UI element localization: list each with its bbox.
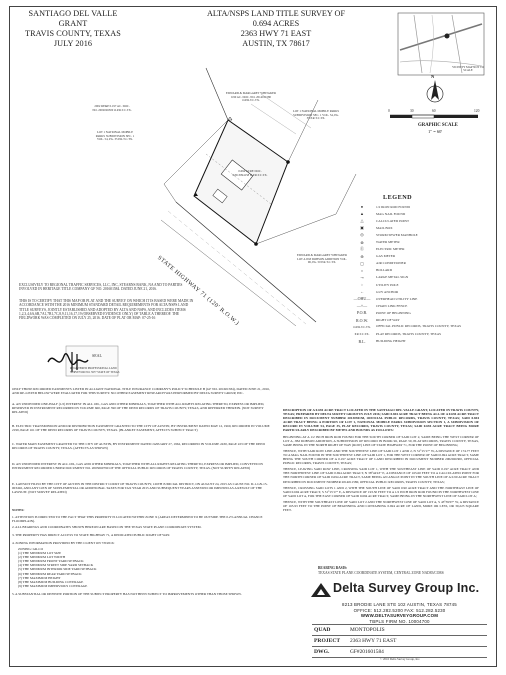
legend-title: LEGEND xyxy=(383,194,413,201)
copyright: © 2016 Delta Survey Group, Inc. xyxy=(380,657,421,661)
legend-symbol: Ⓔ xyxy=(360,246,364,252)
scale-tick: 30 xyxy=(410,109,414,113)
legend-label: OFFICIAL PUBLIC RECORDS, TRAVIS COUNTY, TEXAS xyxy=(376,324,462,329)
company-phone: OFFICE: 512.282.5200 FAX: 512.282.5230 xyxy=(353,607,446,613)
bearing-basis-text: TEXAS STATE PLANE COORDINATE SYSTEM, CENTRAL ZONE NAD83/CORS xyxy=(318,571,444,575)
legend-item xyxy=(348,309,488,316)
legend-symbol: —OHU— xyxy=(353,296,371,302)
header-left-line: JULY 2016 xyxy=(53,39,93,48)
svg-text:SEAL: SEAL xyxy=(92,353,102,358)
title-block-key: DWG. xyxy=(314,649,330,655)
description-p2: THENCE, WITH SAID ROW LINE AND THE SOUTHWEST LINE OF SAID LOT 1 AND 2, N 51°15'17" W, A DISTANCE OF 174.77 FEET TO A MAG NAIL FOUND IN THE SOUTHWEST LINE OF SAID LOT 1, FOR THE WEST CORNER OF SAID 0.694 ACRE TRACT, SAME BEING THE SOUTH CORNER OF A 0.197 ACRE TRACT OF LAND DESCRIBED IN DOCUMENT NUMBER 2002026300, OFFICIAL PUBLIC RECORDS, TRAVIS COUNTY, TEXAS; xyxy=(283,448,479,466)
legend-item xyxy=(348,231,488,238)
metes-description xyxy=(283,408,479,512)
delta-logo-icon xyxy=(309,581,333,599)
iron-rod-icon xyxy=(254,242,258,246)
survey-address: 2363 HWY 71 EAST xyxy=(240,29,312,38)
company-name: Delta Survey Group Inc. xyxy=(333,581,480,595)
easement-d: D. AN UNDIVIDED INTEREST IN ALL OIL, GAS AND OTHER MINERALS, TOGETHER WITH ALL RIGHTS RELATING THERETO, EXPRESS OR IMPLIED, CONVEYED IN INSTRUMENT RECORDED UNDER DOCUMENT NO. 2003060790 OF THE OFFICIAL PUBLIC RECORDS OF TRAVIS COUNTY, TEXAS. (NOT SURVEY RELATED) xyxy=(12,462,263,471)
easement-c: C. WATER MAIN EASEMENT GRANTED TO THE CITY OF AUSTIN, BY INSTRUMENT DATED JANUARY 27, 1962, RECORDED IN VOLUME 2430, PAGE 223 OF THE DEED RECORDS OF TRAVIS COUNTY, TEXAS. (AFFECTS AS SHOWN) xyxy=(12,442,265,451)
legend-item xyxy=(348,267,488,274)
north-arrow-icon xyxy=(424,76,446,110)
survey-city: AUSTIN, TX 78617 xyxy=(242,39,310,48)
notes-title: NOTES: xyxy=(12,508,25,512)
legend-symbol: ◌ xyxy=(360,282,364,288)
legend-symbol: O.P.R.T.C.TX. xyxy=(353,325,371,330)
description-p3: THENCE, LEAVING SAID ROW LINE, CROSSING SAID LOT 1, WITH THE SOUTHEAST LINE OF SAID 0.197 ACRE TRACT AND THE NORTHWEST LINE OF SAID 0.694 ACRE TRACT, N 38°44'43" E, A DISTANCE OF 165.60 FEET TO A CALCULATED POINT FOR THE NORTH CORNER OF SAID 0.694 ACRE TRACT, SAME BEING AN ANGLE POINT IN THE SOUTH LINE OF A 0.90 ACRE TRACT DESCRIBED IN DOCUMENT NUMBER 2014011580, OFFICIAL PUBLIC RECORDS, TRAVIS COUNTY, TEXAS; xyxy=(283,467,479,484)
legend-item xyxy=(348,338,488,345)
title-block-value: MONTOPOLIS xyxy=(350,627,385,633)
note-3: 3. THE PROPERTY HAS DIRECT ACCESS TO STATE HIGHWAY 71, A DEDICATED PUBLIC RIGHT OF WAY. xyxy=(12,533,171,537)
legend-label: POINT OF BEGINNING xyxy=(376,310,411,315)
company-firm-no: TBPLS FIRM NO. 10004700 xyxy=(369,618,430,624)
header-left-line: TRAVIS COUNTY, TEXAS xyxy=(25,29,121,38)
legend-symbol: ▢ xyxy=(360,260,364,266)
title-block-value: GF#201601584 xyxy=(350,649,384,655)
stamp-text: REGISTERED PROFESSIONAL LAND SURVEYOR NO. 5977 STATE OF TEXAS xyxy=(70,367,120,374)
legend-item xyxy=(348,260,488,267)
site-marker-icon xyxy=(445,34,450,39)
header-left-line: SANTIAGO DEL VALLE GRANT xyxy=(28,9,118,28)
north-label: N xyxy=(431,74,435,79)
note-5: 5. A SUBSTANTIAL OR DEFINITE PORTION OF THE SUBJECT PROPERTY HAS NOT BEEN SUBJECT TO IMPROVEMENTS OTHER THAN THOSE SHOWN. xyxy=(12,592,242,596)
legend-label: MAG NAIL FOUND xyxy=(376,211,406,216)
description-p4: THENCE, CROSSING SAID LOTS 1 AND 2, WITH THE SOUTH LINE OF SAID 0.90 ACRE TRACT AND THE NORTHEAST LINE OF SAID 0.694 ACRE TRACT, S 51°15'17" E, A DISTANCE OF 193.50 FEET TO A 1/2 INCH IRON ROD FOUND IN THE NORTHWEST LINE OF SAID LOT A, FOR THE EAST CORNER OF SAID 0.694 ACRE TRACT, SAME BEING IN THE NORTHWEST LINE OF SAID LOT A; xyxy=(283,485,479,498)
title-block-key: PROJECT xyxy=(314,638,341,644)
zoning-line: (4) THE MINIMUM STREET SIDE YARD SETBACK xyxy=(18,563,94,568)
legend-label: WATER METER xyxy=(376,240,400,245)
map-label-lot2-left: 2002 RE&P 0.197 AC. DOC. NO. 2002026300 O.P.R.T.C.TX. xyxy=(92,104,132,112)
scale-tick: 120 xyxy=(474,109,480,113)
legend-item xyxy=(348,317,488,324)
legend-symbol: ▲ xyxy=(360,211,364,217)
zoning-list xyxy=(18,547,168,588)
company-info xyxy=(312,602,487,624)
legend-symbol: ● xyxy=(360,204,364,210)
legend-symbol: P.R.T.C.TX. xyxy=(354,332,370,337)
legend-symbol: —×— xyxy=(356,303,368,309)
survey-acreage: 0.694 ACRES xyxy=(252,19,300,28)
legend-label: LARGE METAL SIGN xyxy=(376,275,409,280)
legend-symbol: B.L. xyxy=(358,338,366,344)
certification-exclusive: EXCLUSIVELY TO REGIONAL TRAFFIC SERVICES, LLC, INC, STEARNS BANK, NA AND TO PARTIES INVOLVED IN HERITAGE TITLE COMPANY GF NO. 201601584. DATED JUNE 21, 2016. xyxy=(19,283,183,292)
description-heading: DESCRIPTION OF A 0.694 ACRE TRACT LOCATED IN THE SANTIAGO DEL VALLE GRANT, LOCATED IN TRAVIS COUNTY, TEXAS; PREPARED BY DELTA SURVEY GROUP IN JULY 2016; SAID 0.694 ACRE TRACT BEING ALL OF A 0.694 ACRE TRACT DESCRIBED IN DOCUMENT NUMBER 2013094158, OFFICIAL PUBLIC RECORDS, TRAVIS COUNTY, TEXAS; SAID 0.694 ACRE TRACT BEING A PORTION OF LOT 1, NATIONAL MOBILE PARKS SUBDIVISION SECTION 1, A SUBDIVISION OF RECORD IN VOLUME 54, PAGE 35, PLAT RECORDS, TRAVIS COUNTY, TEXAS; SAID 0.694 ACRE TRACT BEING MORE PARTICULARLY DESCRIBED BY METES AND BOUNDS AS FOLLOWS: xyxy=(283,408,479,433)
title-block-row xyxy=(312,646,487,657)
legend-label: CHAIN LINK FENCE xyxy=(376,303,408,308)
scale-tick: 0 xyxy=(388,109,390,113)
scale-ratio: 1" = 60' xyxy=(428,129,443,134)
company-web: WWW.DELTASURVEYGROUP.COM xyxy=(360,613,439,619)
zoning-line: (1) THE MINIMUM LOT SIZE xyxy=(18,551,62,556)
header-right xyxy=(176,9,376,49)
certification-text: THIS IS TO CERTIFY THAT THIS MAP OR PLAT AND THE SURVEY ON WHICH IT IS BASED WERE MADE IN ACCORDANCE WITH THE 2016 MINIMUM STANDARD DETAIL REQUIREMENTS FOR ALTA/NSPS LAND TITLE SURVEYS, JOINTLY ESTABLISHED AND ADOPTED BY ALTA AND NSPS, AND INCLUDES ITEMS 1,2,3,4,6A,6B,7A1,7B1,7C,8,9,11,16,17,19 (OBSERVED EVIDENCE ONLY) OF TABLE A THEREOF. THE FIELDWORK WAS COMPLETED ON JULY 25, 2016. DATE OF PLAT OR MAP: 07-25-16 xyxy=(19,299,194,321)
zoning-line: (7) THE MAXIMUM HEIGHT xyxy=(18,575,61,580)
legend-label: RIGHT OF WAY xyxy=(376,318,400,323)
legend-label: OVERHEAD UTILITY LINE xyxy=(376,296,418,301)
scale-tick: 60 xyxy=(432,109,436,113)
legend-item xyxy=(348,324,488,331)
legend-label: AIR CONDITIONER xyxy=(376,261,406,266)
easement-a: A. AN UNDIVIDED ONE-HALF (1/2) INTEREST IN ALL OIL, GAS AND OTHER MINERALS, TOGETHER WITH ALL RIGHTS RELATING THERETO, EXPRESS OR IMPLIED, RESERVED IN INSTRUMENT RECORDED IN VOLUME 660, PAGE 390 OF THE DEED RECORDS OF TRAVIS COUNTY, TEXAS, AND REFERRED THEREIN. (NOT SURVEY RELATED) xyxy=(12,402,265,415)
legend-symbol: ⊗ xyxy=(360,239,364,245)
legend-symbol: ▣ xyxy=(360,225,364,231)
title-block-table xyxy=(312,624,487,658)
legend-label: MAIL BOX xyxy=(376,225,393,230)
legend-label: 1/2 IRON ROD FOUND xyxy=(376,204,411,209)
map-label-lot-a: EDWARD & MARGARET WHITAKER LOT A JIM DOBSON ADDITION VOL. 96, PG. 50 P.R.T.C.TX. xyxy=(297,253,347,265)
legend-item xyxy=(348,288,488,295)
legend-symbol: R.O.W. xyxy=(356,317,368,323)
iron-rod-icon xyxy=(286,160,290,164)
vicinity-label: VICINITY MAP NOT TO SCALE xyxy=(452,65,484,73)
zoning-line: (9) THE MAXIMUM IMPERVIOUS COVERAGE xyxy=(18,583,88,588)
zoning-line: (5) THE MINIMUM INTERIOR SIDE YARD SETBACK xyxy=(18,567,97,572)
zoning-line: (8) THE MAXIMUM BUILDING COVERAGE xyxy=(18,579,84,584)
description-p1: BEGINNING AT A 1/2 INCH IRON ROD FOUND FOR THE SOUTH CORNER OF SAID LOT 2, SAME BEING THE WEST CORNER OF LOT A, JIM DOBSON ADDITION, A SUBDIVISION OF RECORD IN BOOK 96, PAGE 50, PLAT RECORDS, TRAVIS COUNTY, TEXAS, SAME BEING IN THE NORTH RIGHT OF WAY (ROW) LINE OF STATE HIGHWAY 71, FOR THE POINT OF BEGINNING; xyxy=(283,434,479,447)
legend-label: GUY ANCHOR xyxy=(376,289,399,294)
map-label-lot1-left: LOT 1 NATIONAL MOBILE PARKS SUBDIVISION SEC. 1 VOL. 54, PG. 35 P.R.T.C.TX. xyxy=(95,130,135,142)
note-2: 2. ALL BEARINGS AND COORDINATES SHOWN HEREON ARE BASED ON THE TEXAS STATE PLANE COORDINATE SYSTEM. xyxy=(12,525,202,529)
legend-item xyxy=(348,246,488,253)
legend-symbol: P.O.B. xyxy=(356,310,368,316)
legend-item xyxy=(348,331,488,338)
note-1: 1. ATTENTION IS DIRECTED TO THE FACT THAT THIS PROPERTY IS LOCATED WITHIN ZONE X (AREAS DETERMINED TO BE OUTSIDE THE 0.2% ANNUAL CHANCE FLOODPLAIN). xyxy=(12,515,263,524)
legend-label: STORM SEWER MANHOLE xyxy=(376,232,418,237)
map-label-highway: STATE HIGHWAY 71 (120' R.O.W.) xyxy=(156,255,241,327)
legend-item xyxy=(348,302,488,309)
zoning-line: (6) THE MINIMUM REAR YARD SETBACK xyxy=(18,571,82,576)
legend-symbol: ○ xyxy=(360,267,364,273)
header-left xyxy=(14,9,132,49)
legend-item xyxy=(348,253,488,260)
title-block-key: QUAD xyxy=(314,627,331,633)
legend-symbol: ⊸ xyxy=(360,274,364,280)
title-block-value: 2363 HWY 71 EAST xyxy=(350,638,397,644)
legend-symbol: ◎ xyxy=(360,232,364,238)
legend-item xyxy=(348,274,488,281)
description-p5: THENCE, WITH THE SOUTHEAST LINE OF SAID LOT 2 AND THE NORTHWEST LINE OF SAID LOT A, S 43°39'07" W, A DISTANCE OF 165.93 FEET TO THE POINT OF BEGINNING AND CONTAINING 0.694 ACRE OF LAND, MORE OR LESS, OR 30,223 SQUARE FEET. xyxy=(283,499,479,513)
legend-list xyxy=(348,203,488,345)
calculated-point-icon xyxy=(228,117,232,120)
surveyor-seal-and-signature xyxy=(44,342,144,380)
legend-item xyxy=(348,281,488,288)
title-block-row xyxy=(312,635,487,646)
legend-label: ELECTRIC METER xyxy=(376,247,405,252)
legend-item xyxy=(348,224,488,231)
legend-label: BUILDING HEIGHT xyxy=(376,339,406,344)
zoning-line: ZONING: GR-CO xyxy=(18,547,43,551)
legend-item xyxy=(348,217,488,224)
easement-b: B. ELECTRIC TRANSMISSION AND/OR DISTRIBUTION EASEMENT GRANTED TO THE CITY OF AUSTIN, BY INSTRUMENT DATED MAY 12, 1960, RECORDED IN VOLUME 2199, PAGE 161 OF THE DEED RECORDS OF TRAVIS COUNTY, TEXAS. (BLANKET EASEMENT, AFFECTS SUBJECT TRACT) xyxy=(12,424,270,433)
legend-item xyxy=(348,238,488,245)
survey-title: ALTA/NSPS LAND TITLE SURVEY OF xyxy=(206,9,346,18)
legend-item xyxy=(348,210,488,217)
legend-item xyxy=(348,295,488,302)
lot-line-north xyxy=(206,68,228,120)
legend-label: BOLLARD xyxy=(376,268,393,273)
legend-item xyxy=(348,203,488,210)
zoning-line: (3) THE MINIMUM FRONT YARD SETBACK xyxy=(18,559,84,564)
map-label-top-owner: EDWARD & MARGARET WHITAKER 0.90 AC. DOC. NO. 2014011580 O.P.R.T.C.TX. xyxy=(226,91,276,103)
legend-label: GAS METER xyxy=(376,254,396,259)
zoning-line: (2) THE MINIMUM LOT WIDTH xyxy=(18,555,66,560)
legend-label: CALCULATED POINT xyxy=(376,218,410,223)
legend-symbol: ← xyxy=(360,289,364,295)
easement-intro: ONLY THOSE RECORDED EASEMENTS LISTED IN ALLIANT NATIONAL TITLE INSURANCE COMPANY'S POLICY SCHEDULE B (GF NO. 201601584), DATED JUNE 21, 2016, AND RE-LISTED BELOW WERE EVALUATED FOR THIS SURVEY. NO OTHER EASEMENT RESEARCH WAS PERFORMED BY DELTA SURVEY GROUP, INC. xyxy=(12,387,270,396)
company-address: 8213 BRODIE LANE STE 102 AUSTIN, TEXAS 78745 xyxy=(342,602,457,607)
note-4: 4. ZONING INFORMATION PROVIDED BY THE CLIENT ON 7/8/2016: xyxy=(12,541,115,545)
legend-label: PLAT RECORDS, TRAVIS COUNTY, TEXAS xyxy=(376,332,442,337)
title-block-row xyxy=(312,624,487,635)
map-label-subject: 0.694 ACRE DOC. #2013094158 O.P.R.T.C.TX. xyxy=(232,169,268,177)
legend-label: UTILITY POLE xyxy=(376,282,399,287)
legend-symbol: ⊕ xyxy=(360,253,364,259)
map-label-lot1-right: LOT 1 NATIONAL MOBILE PARKS SUBDIVISION SEC. 1 VOL. 54, PG. 35 P.R.T.C.TX. xyxy=(292,109,340,121)
bearing-basis-title: BEARING BASIS: xyxy=(318,566,348,570)
legend-symbol: △ xyxy=(360,218,364,224)
easement-e: E. LAWSUIT FILED BY THE CITY OF AUSTIN IN THE DISTRICT COURT OF TRAVIS COUNTY, 126TH JUDICIAL DISTRICT, ON AUGUST 24, 2015 AS CAUSE NO. D-1-GN-15-003492, AND ANY LIEN OF SUPPLEMENTAL OR ADDITIONAL TAXES FOR TAX YEAR 2015 AND SUBSEQUENT YEARS ASSESSED OR IMPOSED AS A RESULT OF THE LAWSUIT. (NOT SURVEY RELATED) xyxy=(12,482,268,495)
scale-title: GRAPHIC SCALE xyxy=(418,123,458,128)
